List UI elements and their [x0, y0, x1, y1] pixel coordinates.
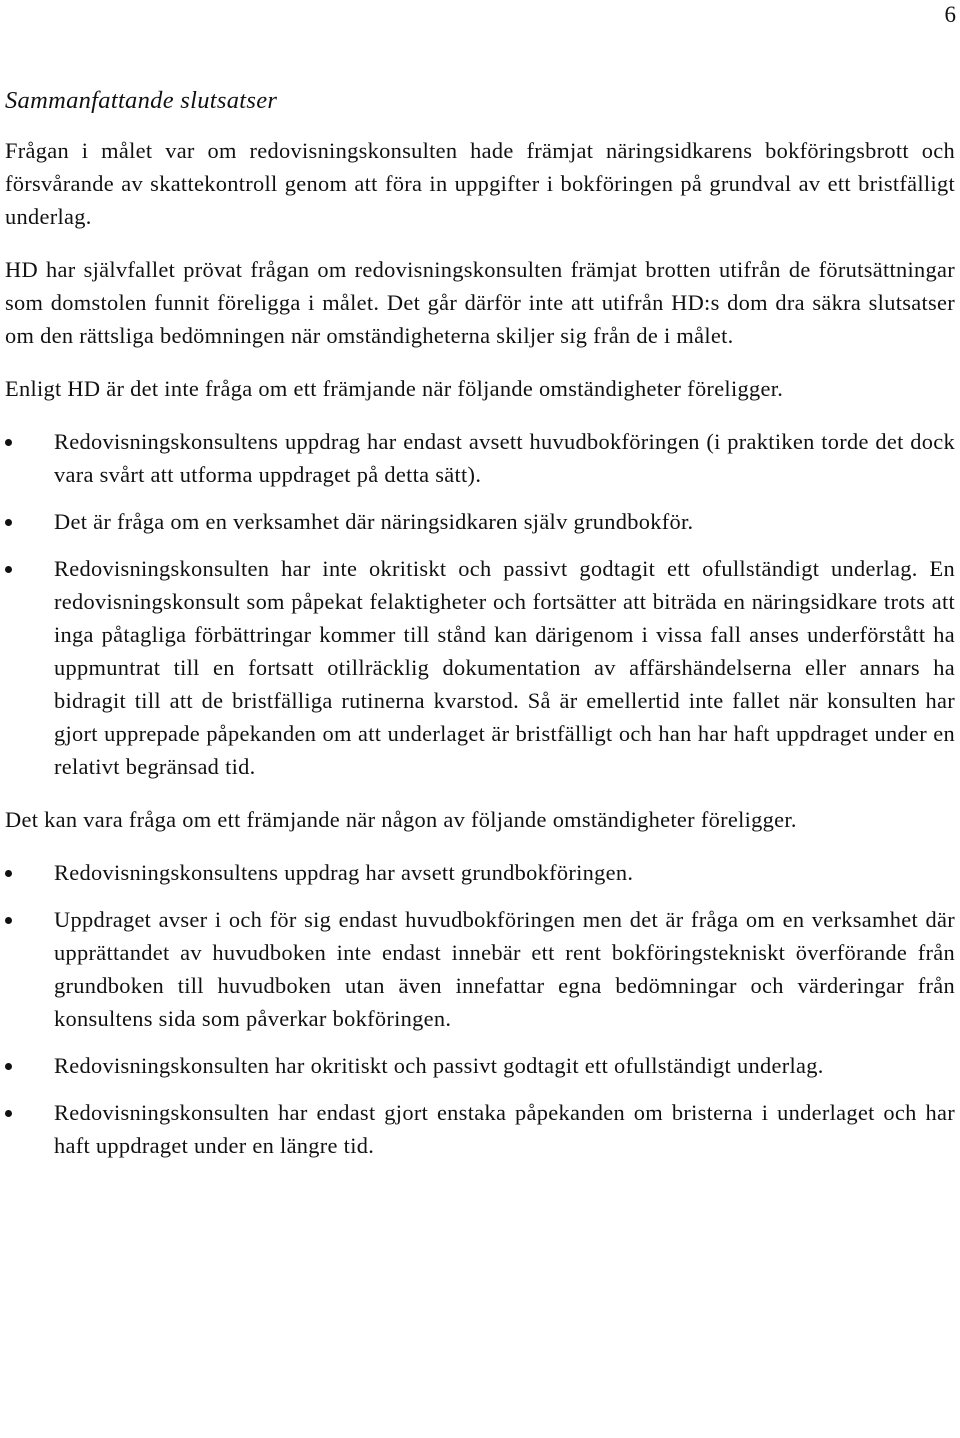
list-item	[5, 1049, 955, 1082]
page-number: 6	[944, 2, 956, 27]
promotion-list	[5, 856, 955, 1162]
bullet-icon	[5, 917, 12, 924]
bullet-icon	[5, 1063, 12, 1070]
list-item	[5, 505, 955, 538]
bullet-icon	[5, 519, 12, 526]
list-item-text: Redovisningskonsultens uppdrag har avsett grundbokföringen.	[54, 860, 634, 885]
list-item-text: Redovisningskonsultens uppdrag har endast avsett huvudbokföringen (i praktiken torde det dock vara svårt att utforma uppdraget på detta sätt).	[54, 429, 955, 487]
bullet-icon	[5, 870, 12, 877]
no-promotion-list	[5, 425, 955, 783]
paragraph-hd-assessment: HD har självfallet prövat frågan om redovisningskonsulten främjat brotten utifrån de förutsättningar som domstolen funnit föreligga i målet. Det går därför inte att utifrån HD:s dom dra säkra slutsatser om den rättsliga bedömningen när omständigheterna skiljer sig från de i målet.	[5, 257, 955, 348]
list-item	[5, 552, 955, 783]
list-item	[5, 856, 955, 889]
list-item-text: Redovisningskonsulten har endast gjort enstaka påpekanden om bristerna i underlaget och har haft uppdraget under en längre tid.	[54, 1100, 955, 1158]
list-item-text: Redovisningskonsulten har okritiskt och passivt godtagit ett ofullständigt underlag.	[54, 1053, 824, 1078]
bullet-icon	[5, 439, 12, 446]
paragraph-promotion-intro: Det kan vara fråga om ett främjande när någon av följande omständigheter föreligger.	[5, 807, 797, 832]
list-item	[5, 903, 955, 1035]
document-body	[5, 84, 955, 1182]
list-item-text: Det är fråga om en verksamhet där näringsidkaren själv grundbokför.	[54, 509, 694, 534]
paragraph-no-promotion-intro: Enligt HD är det inte fråga om ett främjande när följande omständigheter föreligger.	[5, 376, 784, 401]
list-item-text: Uppdraget avser i och för sig endast huvudbokföringen men det är fråga om en verksamhet där upprättandet av huvudboken inte endast innebär ett rent bokföringstekniskt överförande från grundboken till huvudboken utan även innefattar egna bedömningar och värderingar från konsultens sida som påverkar bokföringen.	[54, 907, 955, 1031]
list-item-text: Redovisningskonsulten har inte okritiskt och passivt godtagit ett ofullständigt underlag. En redovisningskonsult som påpekat felaktigheter och fortsätter att biträda en näringsidkare trots att inga påtagliga förbättringar kommer till stånd kan därigenom i vissa fall anses underförstått ha uppmuntrat till en fortsatt otillräcklig dokumentation av affärshändelserna eller annars ha bidragit till att de bristfälliga rutinerna kvarstod. Så är emellertid inte fallet när konsulten har gjort upprepade påpekanden om att underlaget är bristfälligt och han har haft uppdraget under en relativt begränsad tid.	[54, 556, 955, 779]
bullet-icon	[5, 1110, 12, 1117]
bullet-icon	[5, 566, 12, 573]
paragraph-question: Frågan i målet var om redovisningskonsulten hade främjat näringsidkarens bokföringsbrott och försvårande av skattekontroll genom att föra in uppgifter i bokföringen på grundval av ett bristfälligt underlag.	[5, 138, 955, 229]
list-item	[5, 425, 955, 491]
section-heading: Sammanfattande slutsatser	[5, 87, 278, 114]
list-item	[5, 1096, 955, 1162]
